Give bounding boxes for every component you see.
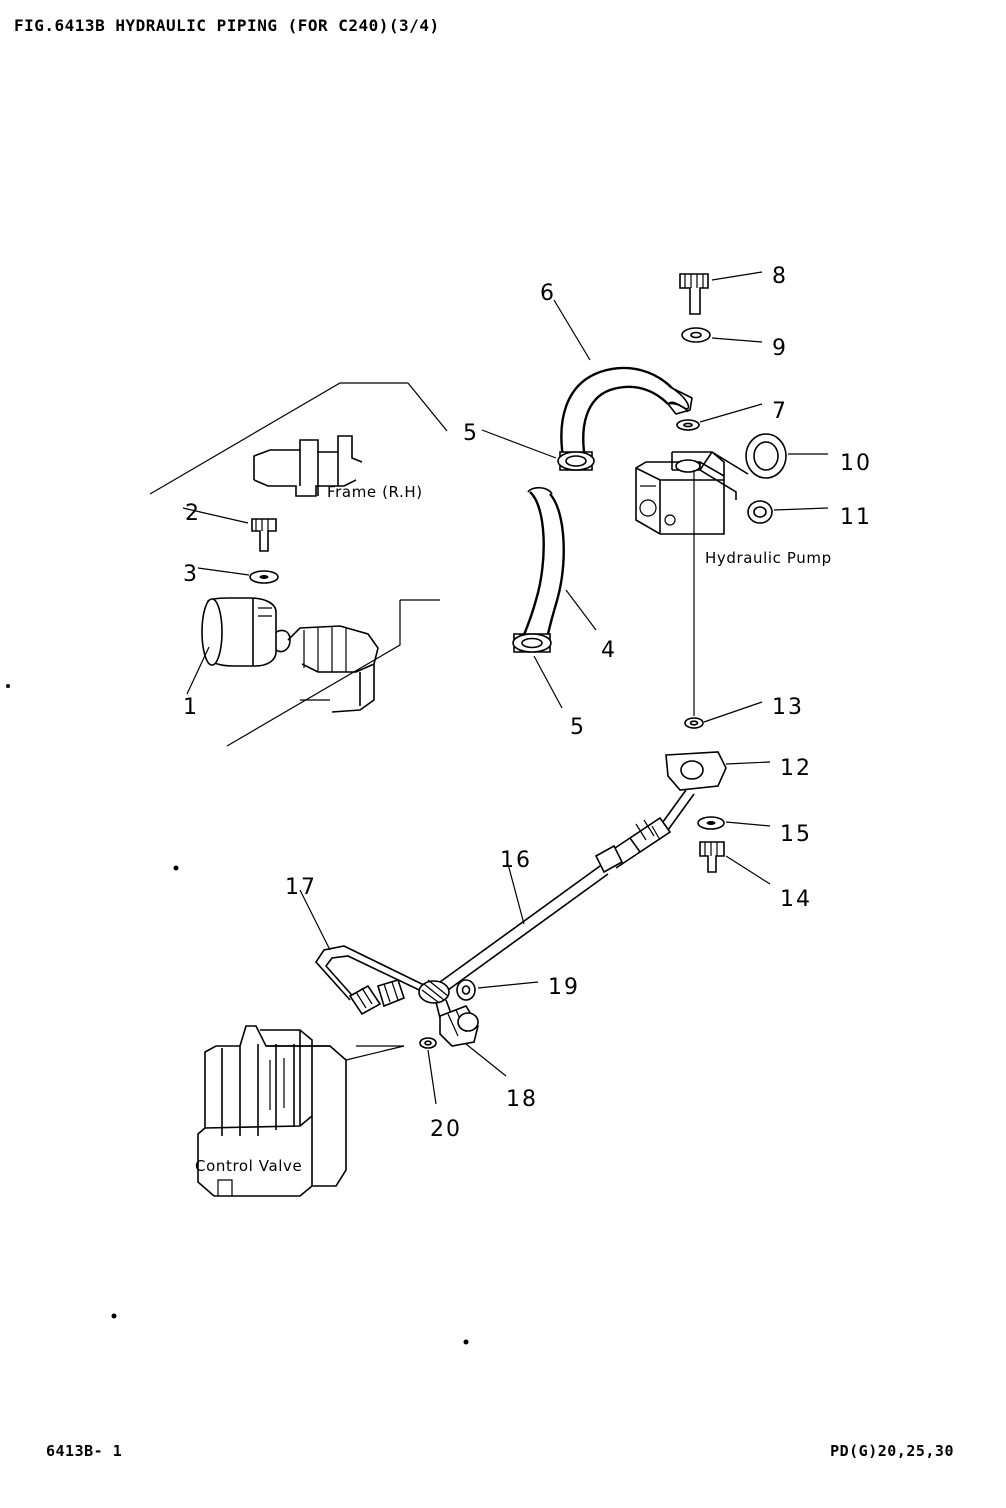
- callout-4: 4: [601, 638, 617, 663]
- part-19-washer: [457, 980, 538, 1000]
- callout-13: 13: [772, 695, 804, 720]
- callout-17: 17: [285, 875, 317, 900]
- part-20-seal: [420, 1038, 436, 1104]
- callout-11: 11: [840, 505, 872, 530]
- part-5-clamp-lower: [513, 634, 562, 708]
- hydraulic-pump-body: [636, 452, 748, 534]
- part-18-elbow: [440, 1006, 506, 1076]
- callout-20: 20: [430, 1117, 462, 1142]
- callout-1: 1: [183, 695, 199, 720]
- callout-7: 7: [772, 399, 788, 424]
- part-5-clamp-upper: [482, 430, 594, 470]
- callout-19: 19: [548, 975, 580, 1000]
- callout-16: 16: [500, 848, 532, 873]
- callout-2: 2: [185, 501, 201, 526]
- part-17-tube: [300, 890, 436, 1014]
- callout-6: 6: [540, 281, 556, 306]
- callout-9: 9: [772, 336, 788, 361]
- part-10-oring: [746, 434, 828, 478]
- callout-10: 10: [840, 451, 872, 476]
- part-3-washer: [198, 568, 278, 583]
- part-12-bracket: [666, 752, 770, 790]
- part-9-washer: [682, 328, 762, 342]
- part-11-oring: [748, 501, 828, 523]
- footer-right-code: PD(G)20,25,30: [830, 1442, 954, 1460]
- part-4-hose: [522, 488, 596, 642]
- label-frame-rh: Frame (R.H): [327, 483, 423, 501]
- callout-18: 18: [506, 1087, 538, 1112]
- callout-14: 14: [780, 887, 812, 912]
- label-hydraulic-pump: Hydraulic Pump: [705, 549, 832, 567]
- center-union: [419, 980, 452, 1018]
- frame-tube: [288, 626, 378, 712]
- part-16-tube: [440, 790, 694, 990]
- callout-8: 8: [772, 264, 788, 289]
- part-14-bolt: [700, 842, 770, 884]
- callout-3: 3: [183, 562, 199, 587]
- figure-title: FIG.6413B HYDRAULIC PIPING (FOR C240)(3/4): [14, 16, 440, 35]
- label-control-valve: Control Valve: [195, 1157, 303, 1175]
- footer-left-code: 6413B- 1: [46, 1442, 123, 1460]
- callout-12: 12: [780, 756, 812, 781]
- part-6-hose: [554, 300, 692, 464]
- callout-15: 15: [780, 822, 812, 847]
- part-1-filter: [187, 598, 290, 694]
- callout-5-lower: 5: [570, 715, 586, 740]
- callout-5-upper: 5: [463, 421, 479, 446]
- part-8-bolt: [680, 272, 762, 314]
- part-15-washer: [698, 817, 770, 829]
